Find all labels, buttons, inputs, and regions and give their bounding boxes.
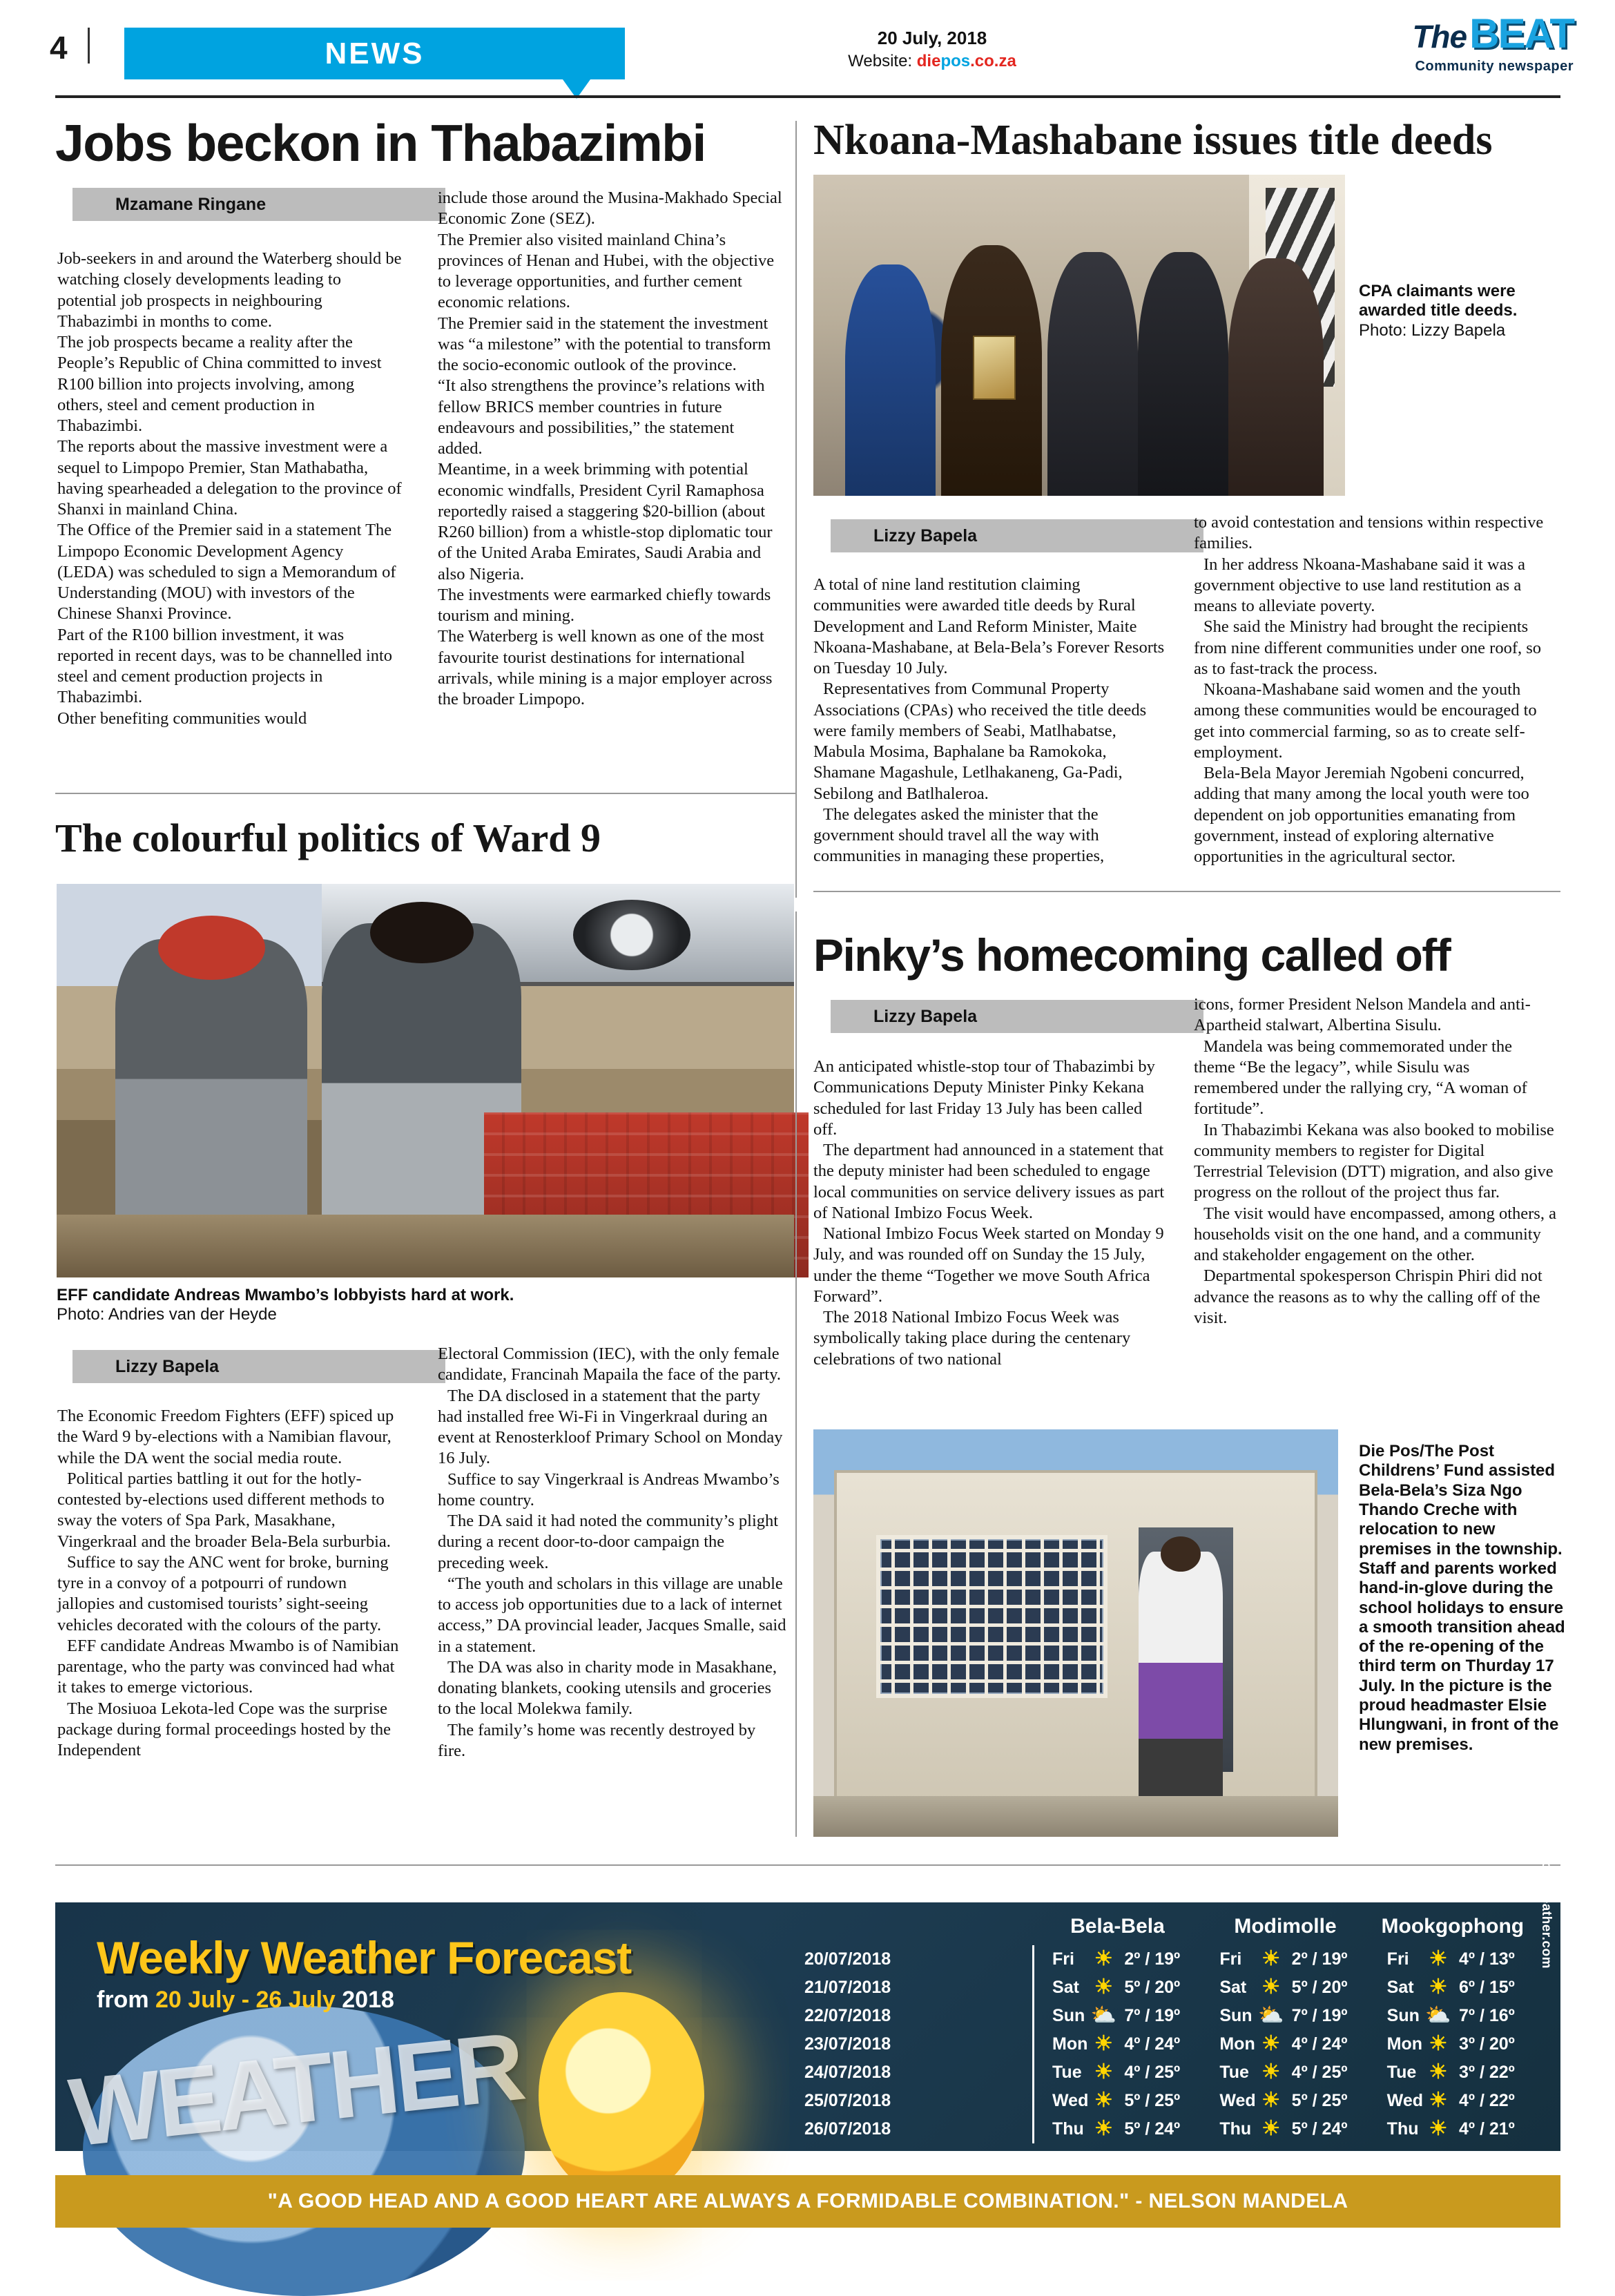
weather-temp-modimolle: 5º / 25º bbox=[1291, 2091, 1348, 2110]
caption-credit-part: Photo: Andries van der Heyde bbox=[57, 1305, 277, 1324]
weather-temp-mookgophong: 4º / 21º bbox=[1459, 2119, 1515, 2139]
partly-cloudy-icon: ⛅ bbox=[1090, 2004, 1117, 2027]
byline-ward-9: Lizzy Bapela bbox=[72, 1350, 445, 1383]
partly-cloudy-icon: ⛅ bbox=[1425, 2004, 1451, 2027]
weather-day-bela: Thu bbox=[1034, 2115, 1089, 2143]
paragraph: The Waterberg is well known as one of the most favourite tourist destinations for international arrivals, while mining is a major employer across the broader Limpopo. bbox=[438, 627, 773, 708]
pinky-column-2 bbox=[1194, 994, 1556, 1329]
paragraph: “The youth and scholars in this village are unable to access job opportunities due to a lack of internet access,” DA provincial leader, Jacques Smalle, said in a statement. bbox=[438, 1574, 786, 1656]
paragraph: The reports about the massive investment were a sequel to Limpopo Premier, Stan Mathabatha, having spearheaded a delegation to the province of Shanxi in mainland China. bbox=[57, 437, 402, 519]
weather-date: 20/07/2018 bbox=[804, 1949, 891, 1969]
paragraph: The department had announced in a statement that the deputy minister had been scheduled to engage local communities on service delivery issues as part of National Imbizo Focus Week. bbox=[813, 1141, 1165, 1222]
website-tld: .co.za bbox=[970, 52, 1016, 70]
weather-date: 24/07/2018 bbox=[804, 2063, 891, 2082]
sun-icon: ☀ bbox=[1429, 2061, 1448, 2083]
weather-icon-bela bbox=[1088, 2087, 1119, 2115]
weather-row bbox=[804, 2087, 1536, 2115]
weather-day-mookgophong: Sun bbox=[1386, 2006, 1420, 2025]
logo-tagline: Community newspaper bbox=[1415, 59, 1574, 74]
weather-temp-modimolle: 4º / 24º bbox=[1291, 2034, 1348, 2054]
headline-title-deeds: Nkoana-Mashabane issues title deeds bbox=[813, 117, 1493, 164]
paragraph: The investments were earmarked chiefly towards tourism and mining. bbox=[438, 585, 771, 625]
weather-icon-bela bbox=[1088, 1974, 1119, 2002]
paragraph: icons, former President Nelson Mandela and anti-Apartheid stalwart, Albertina Sisulu. bbox=[1194, 995, 1531, 1035]
sun-icon: ☀ bbox=[1261, 2032, 1281, 2055]
weather-day-bela: Fri bbox=[1034, 1945, 1089, 1974]
section-divider-left bbox=[55, 793, 795, 794]
weather-temp-modimolle: 4º / 25º bbox=[1291, 2063, 1348, 2082]
weather-icon-modimolle bbox=[1256, 1974, 1286, 2002]
weather-day-mookgophong: Fri bbox=[1386, 1949, 1409, 1969]
paragraph: Part of the R100 billion investment, it was reported in recent days, was to be channelled into steel and cement production projects in Thabazimbi. bbox=[57, 625, 393, 707]
weather-background bbox=[55, 1819, 1560, 2167]
weather-table-header-row bbox=[804, 1912, 1536, 1945]
weather-icon-mookgophong bbox=[1423, 2002, 1453, 2030]
deeds-column-1 bbox=[813, 575, 1169, 867]
paragraph: Electoral Commission (IEC), with the only female candidate, Francinah Mapaila the face of the party. bbox=[438, 1344, 782, 1385]
paragraph: Departmental spokesperson Chrispin Phiri did not advance the reasons as to why the calling off of the visit. bbox=[1194, 1266, 1543, 1327]
caption-bold-part: EFF candidate Andreas Mwambo’s lobbyists hard at work. bbox=[57, 1286, 514, 1304]
weather-day-mookgophong: Thu bbox=[1386, 2119, 1419, 2139]
section-divider-weather bbox=[55, 1864, 1560, 1866]
paragraph: In Thabazimbi Kekana was also booked to mobilise community members to register for Digital Terrestrial Television (DTT) migration, and also give progress on the rollout of the project thus far. bbox=[1194, 1120, 1554, 1202]
byline-title-deeds: Lizzy Bapela bbox=[831, 519, 1203, 552]
weather-icon-bela bbox=[1088, 2058, 1119, 2087]
weather-icon-mookgophong bbox=[1423, 2115, 1453, 2143]
weather-temp-bela: 5º / 20º bbox=[1124, 1978, 1181, 1997]
weather-row bbox=[804, 2002, 1536, 2030]
weather-icon-mookgophong bbox=[1423, 1974, 1453, 2002]
website-pos: pos bbox=[940, 52, 971, 70]
weather-icon-mookgophong bbox=[1423, 2087, 1453, 2115]
weather-forecast-panel bbox=[55, 1819, 1560, 2167]
weather-icon-modimolle bbox=[1256, 1945, 1286, 1974]
logo-the-text: The bbox=[1412, 19, 1467, 55]
weather-row bbox=[804, 1945, 1536, 1974]
weather-day-mookgophong: Sat bbox=[1386, 1978, 1414, 1997]
byline-pinky: Lizzy Bapela bbox=[831, 1000, 1203, 1033]
sun-icon: ☀ bbox=[1094, 1976, 1113, 1998]
headline-jobs-beckon: Jobs beckon in Thabazimbi bbox=[55, 114, 706, 172]
paragraph: National Imbizo Focus Week started on Monday 9 July, and was rounded off on Sunday the 15 July, under the theme “Together we move South Africa Forward”. bbox=[813, 1224, 1164, 1306]
logo-beat-text: BEAT bbox=[1469, 10, 1574, 57]
weather-icon-bela bbox=[1088, 1945, 1119, 1974]
column-divider-bottom bbox=[795, 911, 797, 1837]
weather-header-modimolle: Modimolle bbox=[1234, 1915, 1337, 1938]
photo-eff-lobbyists bbox=[57, 884, 794, 1277]
paragraph: The DA was also in charity mode in Masakhane, donating blankets, cooking utensils and groceries to the local Molekwa family. bbox=[438, 1657, 777, 1719]
section-flag bbox=[124, 28, 625, 79]
paragraph: Suffice to say Vingerkraal is Andreas Mwambo’s home country. bbox=[438, 1469, 780, 1509]
column-divider-top bbox=[795, 121, 797, 898]
weather-header-bela-bela: Bela-Bela bbox=[1070, 1915, 1165, 1938]
weather-day-mookgophong: Mon bbox=[1386, 2034, 1423, 2054]
weather-title: Weekly Weather Forecast bbox=[97, 1932, 632, 1983]
sun-icon: ☀ bbox=[1261, 1976, 1281, 1998]
caption-bold-part: CPA claimants were awarded title deeds. bbox=[1359, 282, 1518, 320]
paragraph: Representatives from Communal Property Associations (CPAs) who received the title deeds were family members of Seabi, Matlhabatse, Mabula Mosima, Baphalane ba Ramokoka, Shamane Magashule, Letlhakaneng, Ga-Padi, Sebilong and Batlhaleroa. bbox=[813, 679, 1147, 803]
pinky-column-1 bbox=[813, 1057, 1169, 1370]
weather-day-bela: Wed bbox=[1034, 2087, 1089, 2115]
weather-day-modimolle: Tue bbox=[1219, 2063, 1249, 2082]
paragraph: Job-seekers in and around the Waterberg should be watching closely developments leading to potential job prospects in neighbouring Thabazimbi in months to come. bbox=[57, 249, 402, 331]
ward9-column-1 bbox=[57, 1406, 403, 1761]
sun-icon: ☀ bbox=[1261, 1947, 1281, 1970]
weather-temp-bela: 4º / 24º bbox=[1124, 2034, 1181, 2054]
paragraph: In her address Nkoana-Mashabane said it was a government objective to use land restitution as a means to alleviate poverty. bbox=[1194, 554, 1526, 615]
weather-icon-mookgophong bbox=[1423, 2058, 1453, 2087]
weather-temp-mookgophong: 3º / 22º bbox=[1459, 2063, 1515, 2082]
section-label: NEWS bbox=[325, 37, 425, 70]
article-jobs-beckon bbox=[55, 114, 780, 172]
weather-year: 2018 bbox=[342, 1987, 394, 2013]
sun-icon: ☀ bbox=[1429, 2117, 1448, 2140]
weather-day-bela: Sun bbox=[1034, 2002, 1089, 2030]
weather-icon-modimolle bbox=[1256, 2058, 1286, 2087]
byline-jobs-beckon: Mzamane Ringane bbox=[72, 188, 445, 221]
weather-temp-bela: 5º / 25º bbox=[1124, 2091, 1181, 2110]
sun-icon: ☀ bbox=[1429, 2089, 1448, 2112]
page-number: 4 bbox=[50, 30, 68, 66]
masthead bbox=[0, 0, 1615, 104]
weather-temp-bela: 4º / 25º bbox=[1124, 2063, 1181, 2082]
quote-text: "A GOOD HEAD AND A GOOD HEART ARE ALWAYS A FORMIDABLE COMBINATION." - NELSON MANDELA bbox=[267, 2190, 1348, 2212]
weather-icon-modimolle bbox=[1256, 2115, 1286, 2143]
paragraph: Meantime, in a week brimming with potential economic windfalls, President Cyril Ramaphosa reportedly raised a staggering $20-billion (about R260 billion) from a whistle-stop diplomatic tour of the United Araba Emirates, Saudi Arabia and also Nigeria. bbox=[438, 460, 773, 583]
weather-day-bela: Tue bbox=[1034, 2058, 1089, 2087]
issue-date: 20 July, 2018 bbox=[877, 28, 987, 48]
weather-icon-bela bbox=[1088, 2002, 1119, 2030]
weather-temp-modimolle: 7º / 19º bbox=[1291, 2006, 1348, 2025]
weather-temp-mookgophong: 4º / 13º bbox=[1459, 1949, 1515, 1969]
weather-date: 22/07/2018 bbox=[804, 2006, 891, 2025]
weather-day-modimolle: Wed bbox=[1219, 2091, 1256, 2110]
website-die: die bbox=[916, 52, 941, 70]
paragraph: The Economic Freedom Fighters (EFF) spiced up the Ward 9 by-elections with a Namibian flavour, while the DA went the social media route. bbox=[57, 1407, 394, 1467]
paragraph: Other benefiting communities would bbox=[57, 708, 307, 728]
weather-date: 21/07/2018 bbox=[804, 1978, 891, 1997]
paragraph: The Mosiuoa Lekota-led Cope was the surprise package during formal proceedings hosted by the Independent bbox=[57, 1699, 391, 1759]
partly-cloudy-icon: ⛅ bbox=[1257, 2004, 1284, 2027]
sun-icon: ☀ bbox=[1094, 1947, 1113, 1970]
sun-icon: ☀ bbox=[1094, 2117, 1113, 2140]
ward9-column-2 bbox=[438, 1344, 786, 1762]
paragraph: The delegates asked the minister that the government should travel all the way with communities in managing these properties, bbox=[813, 804, 1105, 866]
weather-daterange bbox=[97, 1987, 394, 2014]
weather-row bbox=[804, 1974, 1536, 2002]
weather-temp-bela: 7º / 19º bbox=[1124, 2006, 1181, 2025]
weather-day-modimolle: Mon bbox=[1219, 2034, 1255, 2054]
weather-day-mookgophong: Wed bbox=[1386, 2091, 1423, 2110]
sun-icon: ☀ bbox=[1261, 2061, 1281, 2083]
masthead-divider bbox=[55, 95, 1560, 98]
sun-icon: ☀ bbox=[1429, 2032, 1448, 2055]
paragraph: EFF candidate Andreas Mwambo is of Namibian parentage, who the party was convinced had what it takes to emerge victorious. bbox=[57, 1636, 399, 1697]
caption-credit-part: Photo: Lizzy Bapela bbox=[1359, 320, 1506, 340]
paragraph: A total of nine land restitution claiming communities were awarded title deeds by Rural Development and Land Reform Minister, Maite Nkoana-Mashabane, at Bela-Bela’s Forever Resorts on Tuesday 10 July. bbox=[813, 575, 1165, 677]
newspaper-logo bbox=[1297, 10, 1574, 75]
weather-day-modimolle: Sat bbox=[1219, 1978, 1247, 1997]
weather-temp-mookgophong: 4º / 22º bbox=[1459, 2091, 1515, 2110]
weather-day-modimolle: Sun bbox=[1219, 2006, 1253, 2025]
weather-day-modimolle: Thu bbox=[1219, 2119, 1252, 2139]
paragraph: She said the Ministry had brought the recipients from nine different communities under one roof, so as to fast-track the process. bbox=[1194, 617, 1542, 678]
article-ward-9 bbox=[55, 818, 794, 858]
paragraph: Suffice to say the ANC went for broke, burning tyre in a convoy of a potpourri of rundown jallopies and customised tourists’ sight-seeing vehicles decorated with the colours of the party. bbox=[57, 1552, 389, 1634]
paragraph: An anticipated whistle-stop tour of Thabazimbi by Communications Deputy Minister Pinky Kekana scheduled for last Friday 13 July has been called off. bbox=[813, 1057, 1155, 1139]
article-pinky bbox=[813, 929, 1566, 981]
website-line bbox=[773, 52, 1091, 71]
weather-header-date bbox=[804, 1912, 1034, 1945]
weather-table bbox=[804, 1912, 1536, 2143]
quote-banner bbox=[55, 2175, 1560, 2228]
caption-creche: Die Pos/The Post Childrens’ Fund assisted Bela-Bela’s Siza Ngo Thando Creche with relocation to new premises in the township. Staff and parents worked hand-in-glove during the school holidays to ensure a smooth transition ahead of the re-opening of the third term on Thurday 17 July. In the picture is the proud headmaster Elsie Hlungwani, in front of the new premises. bbox=[1359, 1442, 1565, 1754]
weather-temp-mookgophong: 3º / 20º bbox=[1459, 2034, 1515, 2054]
article-title-deeds bbox=[813, 119, 1566, 162]
website-label: Website: bbox=[848, 52, 913, 70]
weather-icon-modimolle bbox=[1256, 2030, 1286, 2058]
weather-day-modimolle: Fri bbox=[1219, 1949, 1242, 1969]
weather-icon-bela bbox=[1088, 2115, 1119, 2143]
weather-icon-modimolle bbox=[1256, 2087, 1286, 2115]
weather-from-label: from bbox=[97, 1987, 155, 2013]
headline-ward-9: The colourful politics of Ward 9 bbox=[55, 816, 601, 860]
deeds-column-2 bbox=[1194, 512, 1556, 867]
weather-icon-mookgophong bbox=[1423, 2030, 1453, 2058]
caption-eff-lobbyists bbox=[57, 1286, 747, 1325]
weather-header-mookgophong: Mookgophong bbox=[1381, 1915, 1525, 1938]
weather-day-bela: Sat bbox=[1034, 1974, 1089, 2002]
section-divider-right bbox=[813, 891, 1560, 892]
paragraph: The Premier said in the statement the investment was “a milestone” with the potential to transform the socio-economic outlook of the province. bbox=[438, 313, 771, 374]
sun-icon: ☀ bbox=[1094, 2032, 1113, 2055]
weather-watermark-text: WEATHER bbox=[64, 2012, 526, 2167]
weather-source-credit: www.accuweather.com bbox=[1539, 1819, 1554, 1969]
weather-date: 23/07/2018 bbox=[804, 2034, 891, 2054]
paragraph: to avoid contestation and tensions within respective families. bbox=[1194, 513, 1544, 553]
weather-row bbox=[804, 2115, 1536, 2143]
weather-temp-mookgophong: 6º / 15º bbox=[1459, 1978, 1515, 1997]
weather-icon-mookgophong bbox=[1423, 1945, 1453, 1974]
paragraph: “It also strengthens the province’s relations with fellow BRICS member countries in future endeavours and possibilities,” the statement added. bbox=[438, 376, 765, 458]
weather-row bbox=[804, 2030, 1536, 2058]
sun-icon: ☀ bbox=[1261, 2089, 1281, 2112]
paragraph: Mandela was being commemorated under the theme “Be the legacy”, while Sisulu was remembered under the rallying cry, “A woman of fortitude”. bbox=[1194, 1036, 1527, 1119]
weather-range: 20 July - 26 July bbox=[155, 1987, 342, 2013]
headline-pinky: Pinky’s homecoming called off bbox=[813, 929, 1451, 981]
weather-temp-mookgophong: 7º / 16º bbox=[1459, 2006, 1515, 2025]
paragraph: Political parties battling it out for the hotly-contested by-elections used different methods to sway the voters of Spa Park, Masakhane, Vingerkraal and the broader Bela-Bela surburbia. bbox=[57, 1469, 391, 1551]
sun-icon: ☀ bbox=[1094, 2061, 1113, 2083]
weather-temp-modimolle: 2º / 19º bbox=[1291, 1949, 1348, 1969]
page-number-divider bbox=[88, 28, 90, 64]
sun-icon: ☀ bbox=[1261, 2117, 1281, 2140]
paragraph: The Office of the Premier said in a statement The Limpopo Economic Development Agency (LEDA) was scheduled to sign a Memorandum of Understanding (MOU) with investors of the Chinese Shanxi Province. bbox=[57, 521, 396, 624]
paragraph: Nkoana-Mashabane said women and the youth among these communities would be encouraged to get into commercial farming, so as to create self-employment. bbox=[1194, 680, 1537, 762]
paragraph: The DA disclosed in a statement that the party had installed free Wi-Fi in Vingerkraal during an event at Renosterkloof Primary School on Monday 16 July. bbox=[438, 1386, 783, 1468]
sun-icon: ☀ bbox=[1429, 1947, 1448, 1970]
weather-icon-bela bbox=[1088, 2030, 1119, 2058]
weather-row bbox=[804, 2058, 1536, 2087]
photo-cpa-claimants bbox=[813, 175, 1345, 496]
jobs-column-2 bbox=[438, 188, 783, 710]
jobs-column-1 bbox=[57, 249, 403, 729]
weather-temp-bela: 2º / 19º bbox=[1124, 1949, 1181, 1969]
photo-creche bbox=[813, 1429, 1338, 1837]
caption-cpa-claimants bbox=[1359, 282, 1566, 340]
paragraph: The DA said it had noted the community’s plight during a recent door-to-door campaign the preceding week. bbox=[438, 1512, 779, 1572]
sun-graphic bbox=[539, 1992, 704, 2199]
weather-icon-modimolle bbox=[1256, 2002, 1286, 2030]
weather-day-bela: Mon bbox=[1034, 2030, 1089, 2058]
sun-icon: ☀ bbox=[1429, 1976, 1448, 1998]
weather-date: 25/07/2018 bbox=[804, 2091, 891, 2110]
sun-icon: ☀ bbox=[1094, 2089, 1113, 2112]
paragraph: The Premier also visited mainland China’s provinces of Henan and Hubei, with the objective to leverage opportunities, and further cement economic relations. bbox=[438, 230, 775, 312]
paragraph: include those around the Musina-Makhado Special Economic Zone (SEZ). bbox=[438, 189, 782, 229]
weather-day-mookgophong: Tue bbox=[1386, 2063, 1417, 2082]
paragraph: The family’s home was recently destroyed by fire. bbox=[438, 1720, 756, 1760]
paragraph: The job prospects became a reality after the People’s Republic of China committed to invest R100 billion into projects involving, among others, steel and cement production in Thabazimbi. bbox=[57, 333, 382, 435]
paragraph: The 2018 National Imbizo Focus Week was symbolically taking place during the centenary celebrations of two national bbox=[813, 1308, 1131, 1369]
paragraph: Bela-Bela Mayor Jeremiah Ngobeni concurred, adding that many among the local youth were too dependent on job opportunities emanating from government, instead of exploring alternative opportunities in the agricultural sector. bbox=[1194, 764, 1529, 866]
weather-temp-modimolle: 5º / 20º bbox=[1291, 1978, 1348, 1997]
weather-temp-modimolle: 5º / 24º bbox=[1291, 2119, 1348, 2139]
paragraph: The visit would have encompassed, among others, a households visit on the one hand, and a community and stakeholder engagement on the other. bbox=[1194, 1204, 1556, 1264]
weather-date: 26/07/2018 bbox=[804, 2119, 891, 2139]
weather-temp-bela: 5º / 24º bbox=[1124, 2119, 1181, 2139]
